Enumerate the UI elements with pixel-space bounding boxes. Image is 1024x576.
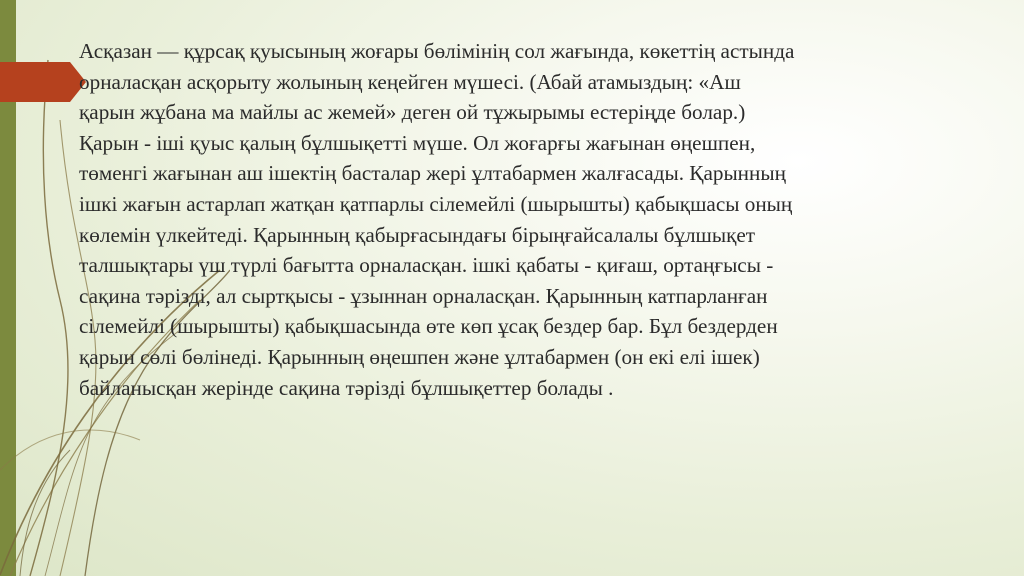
red-accent-arrow-shape [0, 62, 86, 102]
slide-body-text: Асқазан — құрсақ қуысының жоғары бөлімінің сол жағында, көкеттің астында орналасқан асқорыту жолының кеңейген мүшесі. (Абай атамыздың: «Аш қарын жұбана ма майлы ас жемей» деген ой тұжырымы естеріңде болар.) Қарын - іші қуыс қалың бұлшықетті мүше. Ол жоғарғы жағынан өңешпен, төменгі жағынан аш ішектің басталар жері ұлтабармен жалғасады. Қарынның ішкі жағын астарлап жатқан қатпарлы сілемейлі (шырышты) қабықшасы оның көлемін үлкейтеді. Қарынның қабырғасындағы бірыңғайсалалы бұлшықет талшықтары үш түрлі бағытта орналасқан. ішкі қабаты - қиғаш, ортаңғысы - сақина тәрізді, ал сыртқысы - ұзыннан орналасқан. Қарынның катпарланған сілемейлі (шырышты) қабықшасында өте көп ұсақ бездер бар. Бұл бездерден қарын сөлі бөлінеді. Қарынның өңешпен және ұлтабармен (он екі елі ішек) байланысқан жерінде сақина тәрізді бұлшықеттер болады . [79, 39, 795, 400]
